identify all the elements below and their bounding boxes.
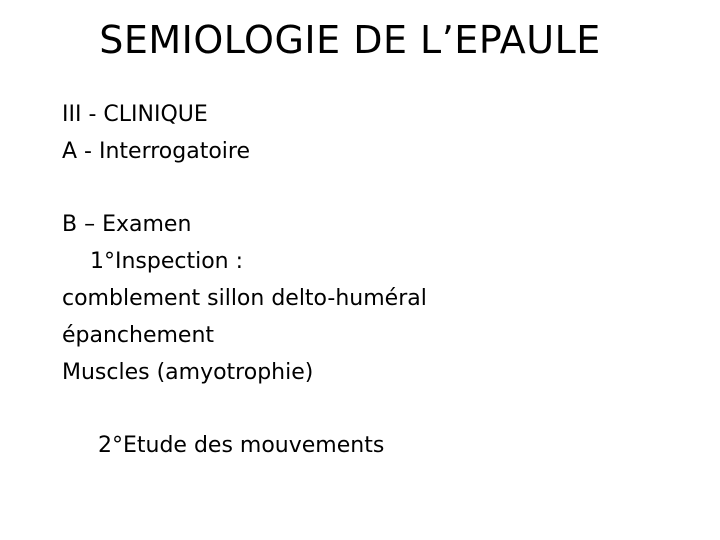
subsection-b: B – Examen [62,212,192,237]
slide-title: SEMIOLOGIE DE L’EPAULE [99,18,601,62]
inspection-item: comblement sillon delto-huméral [62,286,427,311]
inspection-item: Muscles (amyotrophie) [62,360,314,385]
inspection-item: épanchement [62,323,215,348]
subsection-a: A - Interrogatoire [62,139,250,164]
inspection-heading: 1°Inspection : [90,249,244,274]
movements-heading: 2°Etude des mouvements [98,433,385,458]
section-heading: III - CLINIQUE [62,102,208,127]
